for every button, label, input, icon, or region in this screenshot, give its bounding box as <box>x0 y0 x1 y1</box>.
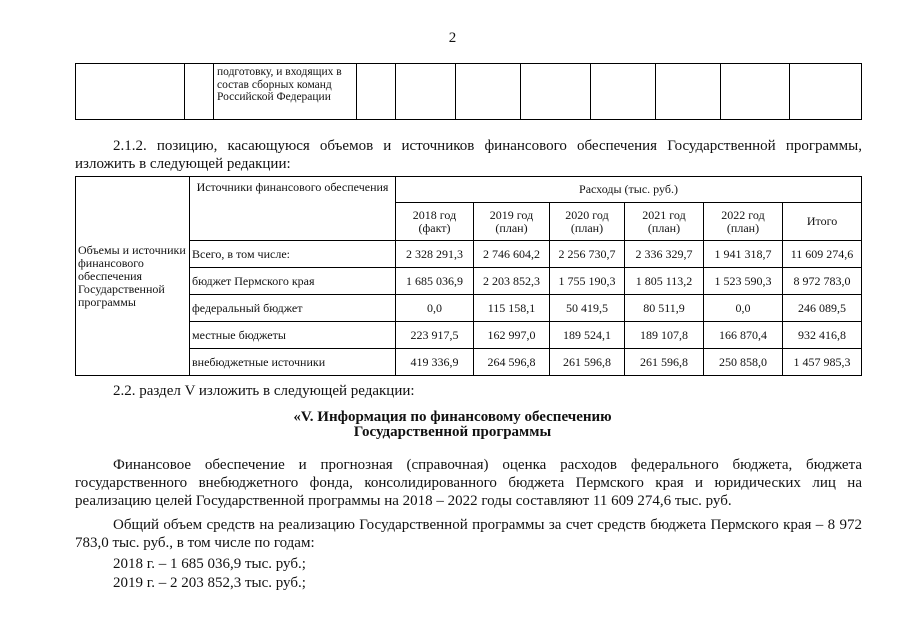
fragment-cell <box>591 64 656 120</box>
year-header-cell <box>704 203 783 241</box>
fragment-cell <box>721 64 790 120</box>
body-paragraph-2: Общий объем средств на реализацию Государственной программы за счет средств бюджета Пермского края – 8 972 783,0 тыс. руб., в том числе по годам: <box>75 517 862 551</box>
fragment-cell <box>357 64 396 120</box>
finance-table <box>75 176 862 376</box>
fragment-text-cell: подготовку, и входящих в состав сборных команд Российской Федерации <box>214 64 357 120</box>
source-label: Всего, в том числе: <box>190 241 396 268</box>
value-cell: 223 917,5 <box>396 322 474 349</box>
value-cell: 1 941 318,7 <box>704 241 783 268</box>
value-cell: 8 972 783,0 <box>783 268 862 295</box>
year-line: 2019 г. – 2 203 852,3 тыс. руб.; <box>113 575 306 591</box>
value-cell: 11 609 274,6 <box>783 241 862 268</box>
fragment-cell <box>790 64 862 120</box>
value-cell: 246 089,5 <box>783 295 862 322</box>
value-cell: 162 997,0 <box>474 322 550 349</box>
year-kind: (план) <box>570 220 604 235</box>
year-label: 2018 год <box>412 207 457 222</box>
year-header-cell <box>396 203 474 241</box>
section-heading-line-1: «V. Информация по финансовому обеспечению <box>293 409 612 425</box>
source-label: федеральный бюджет <box>190 295 396 322</box>
fragment-cell <box>656 64 721 120</box>
source-label: местные бюджеты <box>190 322 396 349</box>
table-row <box>76 295 862 322</box>
table-row <box>76 241 862 268</box>
fragment-cell <box>521 64 591 120</box>
value-cell: 2 203 852,3 <box>474 268 550 295</box>
source-label: бюджет Пермского края <box>190 268 396 295</box>
value-cell: 1 457 985,3 <box>783 349 862 376</box>
value-cell: 264 596,8 <box>474 349 550 376</box>
page-number: 2 <box>448 30 457 46</box>
value-cell: 1 805 113,2 <box>625 268 704 295</box>
value-cell: 50 419,5 <box>550 295 625 322</box>
value-cell: 2 746 604,2 <box>474 241 550 268</box>
value-cell: 0,0 <box>396 295 474 322</box>
row-header-cell: Объемы и источники финансового обеспечения Государственной программы <box>76 177 190 376</box>
value-cell: 2 336 329,7 <box>625 241 704 268</box>
value-cell: 189 107,8 <box>625 322 704 349</box>
year-label: 2021 год <box>642 207 686 222</box>
table-row <box>76 322 862 349</box>
year-header-cell <box>474 203 550 241</box>
year-label: 2020 год <box>565 207 609 222</box>
value-cell: 166 870,4 <box>704 322 783 349</box>
value-cell: 0,0 <box>704 295 783 322</box>
value-cell: 261 596,8 <box>625 349 704 376</box>
year-kind: (план) <box>495 220 528 235</box>
year-label: 2022 год <box>721 207 765 222</box>
section-heading-line-2: Государственной программы <box>353 424 552 440</box>
table-row <box>76 268 862 295</box>
value-cell: 419 336,9 <box>396 349 474 376</box>
value-cell: 932 416,8 <box>783 322 862 349</box>
total-header-cell: Итого <box>783 203 862 241</box>
table-row <box>76 349 862 376</box>
year-line: 2018 г. – 1 685 036,9 тыс. руб.; <box>113 556 306 572</box>
paragraph-2-2: 2.2. раздел V изложить в следующей редакции: <box>113 383 415 399</box>
value-cell: 1 755 190,3 <box>550 268 625 295</box>
value-cell: 2 328 291,3 <box>396 241 474 268</box>
year-header-cell <box>550 203 625 241</box>
value-cell: 115 158,1 <box>474 295 550 322</box>
value-cell: 1 523 590,3 <box>704 268 783 295</box>
value-cell: 250 858,0 <box>704 349 783 376</box>
year-header-cell <box>625 203 704 241</box>
fragment-cell <box>76 64 185 120</box>
fragment-cell <box>456 64 521 120</box>
source-label: внебюджетные источники <box>190 349 396 376</box>
year-kind: (план) <box>647 220 681 235</box>
year-kind: (факт) <box>418 220 451 235</box>
value-cell: 2 256 730,7 <box>550 241 625 268</box>
value-cell: 1 685 036,9 <box>396 268 474 295</box>
fragment-cell <box>185 64 214 120</box>
expenses-header-cell: Расходы (тыс. руб.) <box>396 177 862 203</box>
year-kind: (план) <box>726 220 760 235</box>
fragment-table <box>75 63 862 120</box>
sources-header-cell: Источники финансового обеспечения <box>190 177 396 241</box>
value-cell: 189 524,1 <box>550 322 625 349</box>
paragraph-2-1-2: 2.1.2. позицию, касающуюся объемов и источников финансового обеспечения Государственной программы, изложить в следующей редакции: <box>75 138 862 172</box>
body-paragraph-1: Финансовое обеспечение и прогнозная (справочная) оценка расходов федерального бюджета, бюджета государственного внебюджетного фонда, консолидированного бюджета Пермского края и юридических лиц на реализацию целей Государственной программы на 2018 – 2022 годы составляют 11 609 274,6 тыс. руб. <box>75 457 862 509</box>
value-cell: 80 511,9 <box>625 295 704 322</box>
year-label: 2019 год <box>489 207 534 222</box>
fragment-cell <box>396 64 456 120</box>
value-cell: 261 596,8 <box>550 349 625 376</box>
